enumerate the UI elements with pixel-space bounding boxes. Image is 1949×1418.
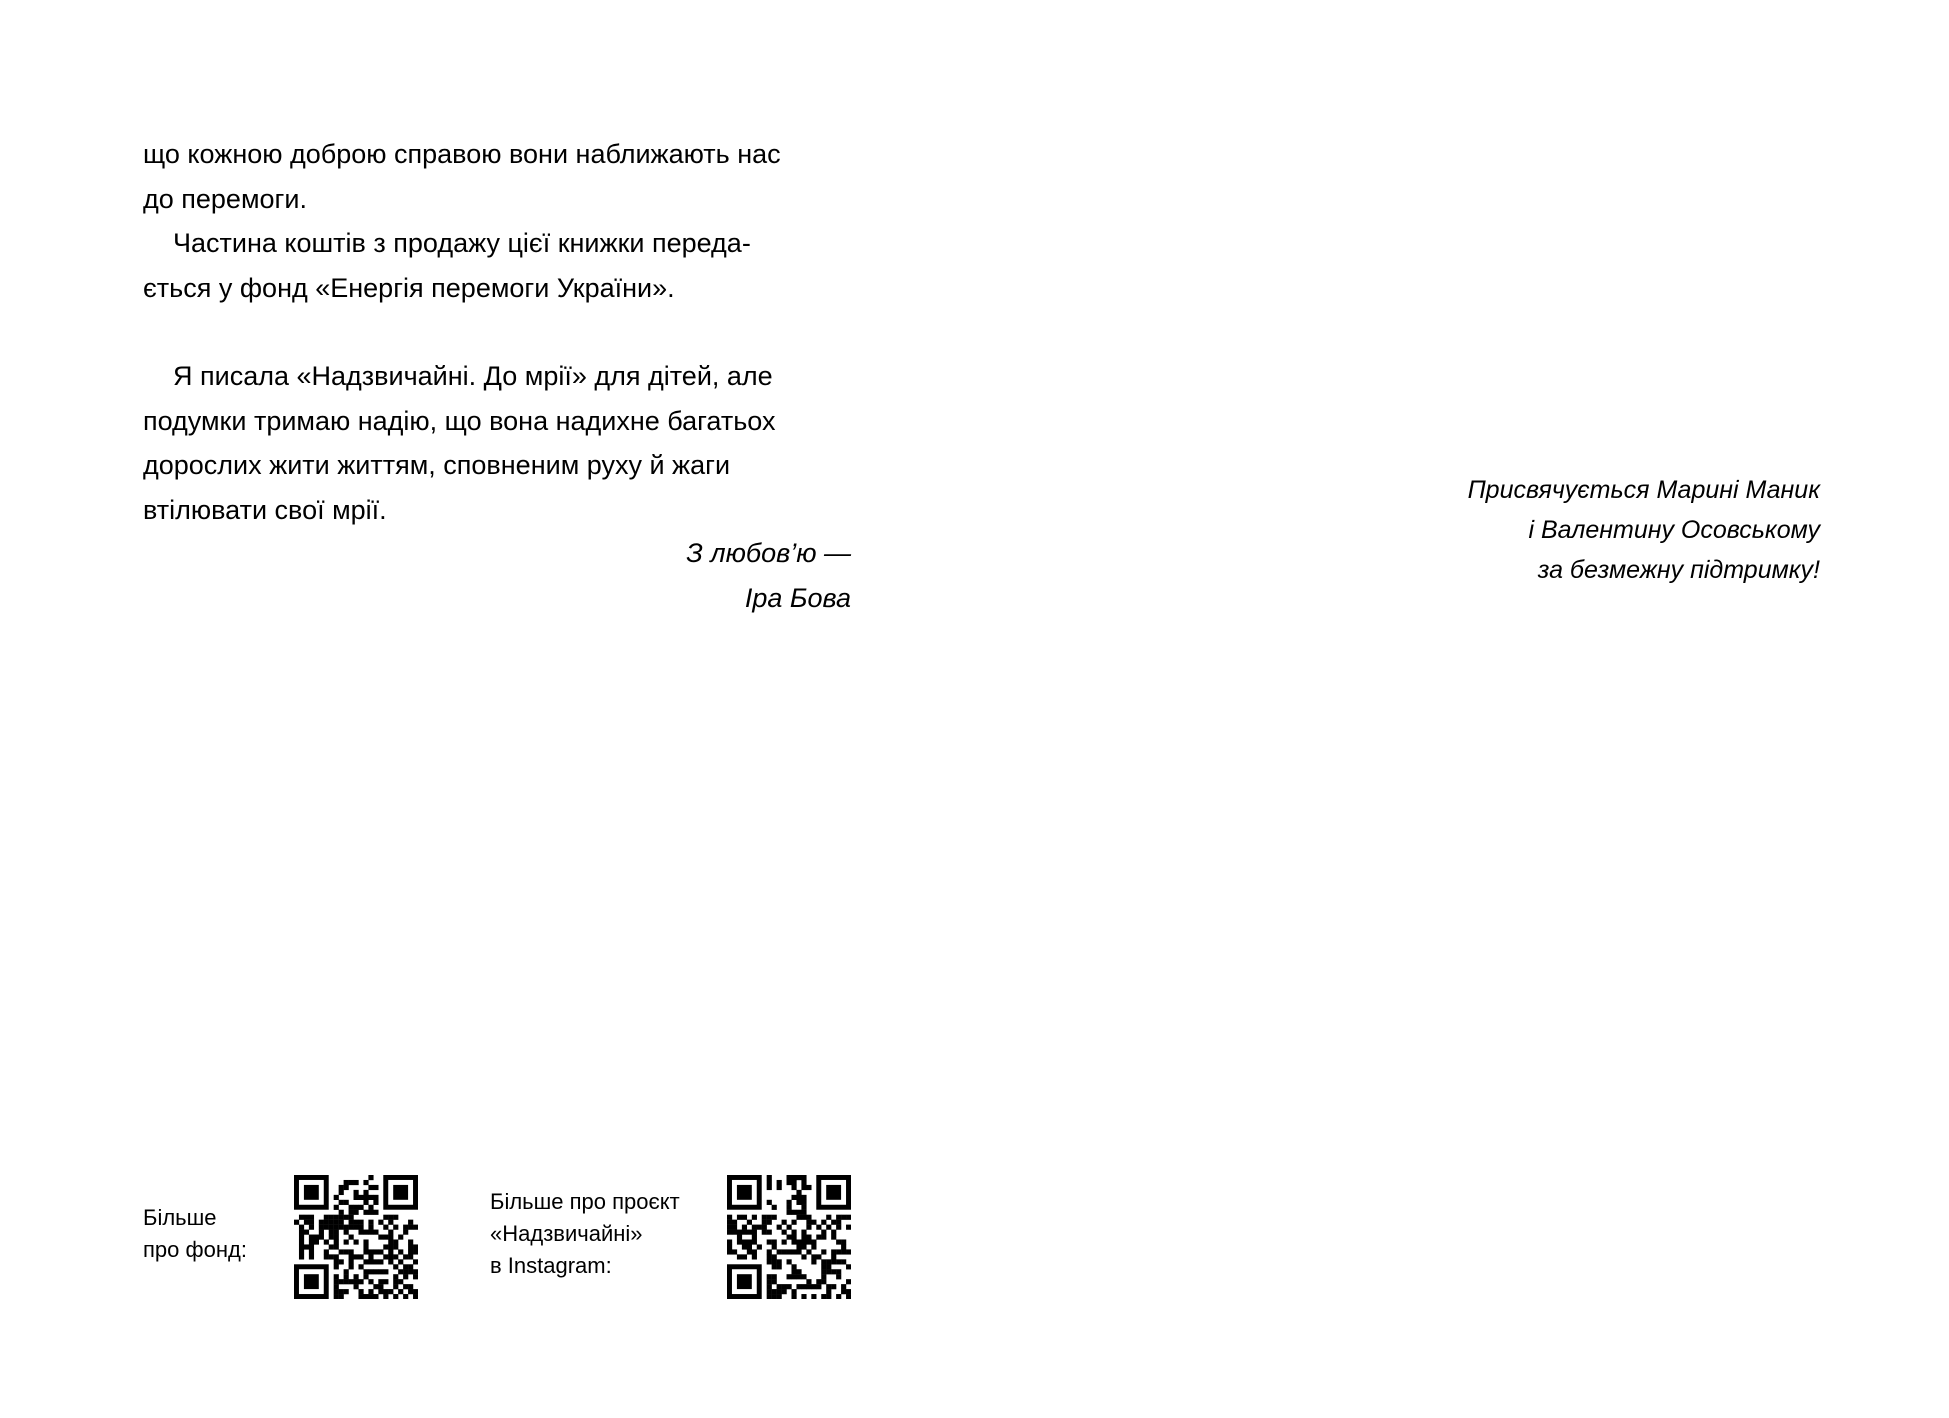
qr-label-line: про фонд: bbox=[143, 1237, 247, 1262]
text-line: ється у фонд «Енергія перемоги України». bbox=[143, 272, 675, 303]
paragraph-3 bbox=[143, 354, 851, 532]
qr-label-line: Більше bbox=[143, 1205, 217, 1230]
text-line: дорослих жити життям, сповненим руху й жаги bbox=[143, 450, 731, 480]
text-line: Частина коштів з продажу цієї книжки переда- bbox=[173, 228, 751, 258]
dedication-line: і Валентину Осовському bbox=[1528, 516, 1820, 544]
text-line: подумки тримаю надію, що вона надихне багатьох bbox=[143, 405, 776, 436]
text-line: Я писала «Надзвичайні. До мрії» для дітей, але bbox=[173, 361, 773, 391]
text-line: до перемоги. bbox=[143, 183, 307, 214]
qr-fund-label bbox=[143, 1202, 293, 1266]
dedication bbox=[1260, 470, 1820, 590]
qr-label-line: в Instagram: bbox=[490, 1253, 612, 1278]
qr-label-line: «Надзвичайні» bbox=[490, 1221, 643, 1246]
text-line: втілювати свої мрії. bbox=[143, 494, 387, 525]
main-text bbox=[143, 132, 851, 532]
text-line: що кожною доброю справою вони наближають нас bbox=[143, 139, 781, 169]
paragraph-gap bbox=[143, 310, 851, 354]
qr-instagram-label bbox=[490, 1186, 720, 1282]
qr-label-line: Більше про проєкт bbox=[490, 1189, 680, 1214]
qr-code-graphic bbox=[294, 1175, 418, 1299]
dedication-line: за безмежну підтримку! bbox=[1537, 556, 1820, 584]
signature-name: Іра Бова bbox=[744, 582, 851, 613]
qr-code-graphic bbox=[727, 1175, 851, 1299]
signature-line: З любов’ю — bbox=[686, 538, 851, 568]
paragraph-2 bbox=[143, 221, 851, 310]
qr-code-icon[interactable] bbox=[294, 1175, 418, 1299]
author-signature bbox=[143, 531, 851, 620]
dedication-line: Присвячується Марині Маник bbox=[1467, 476, 1820, 504]
qr-code-icon[interactable] bbox=[727, 1175, 851, 1299]
paragraph-1 bbox=[143, 132, 851, 221]
